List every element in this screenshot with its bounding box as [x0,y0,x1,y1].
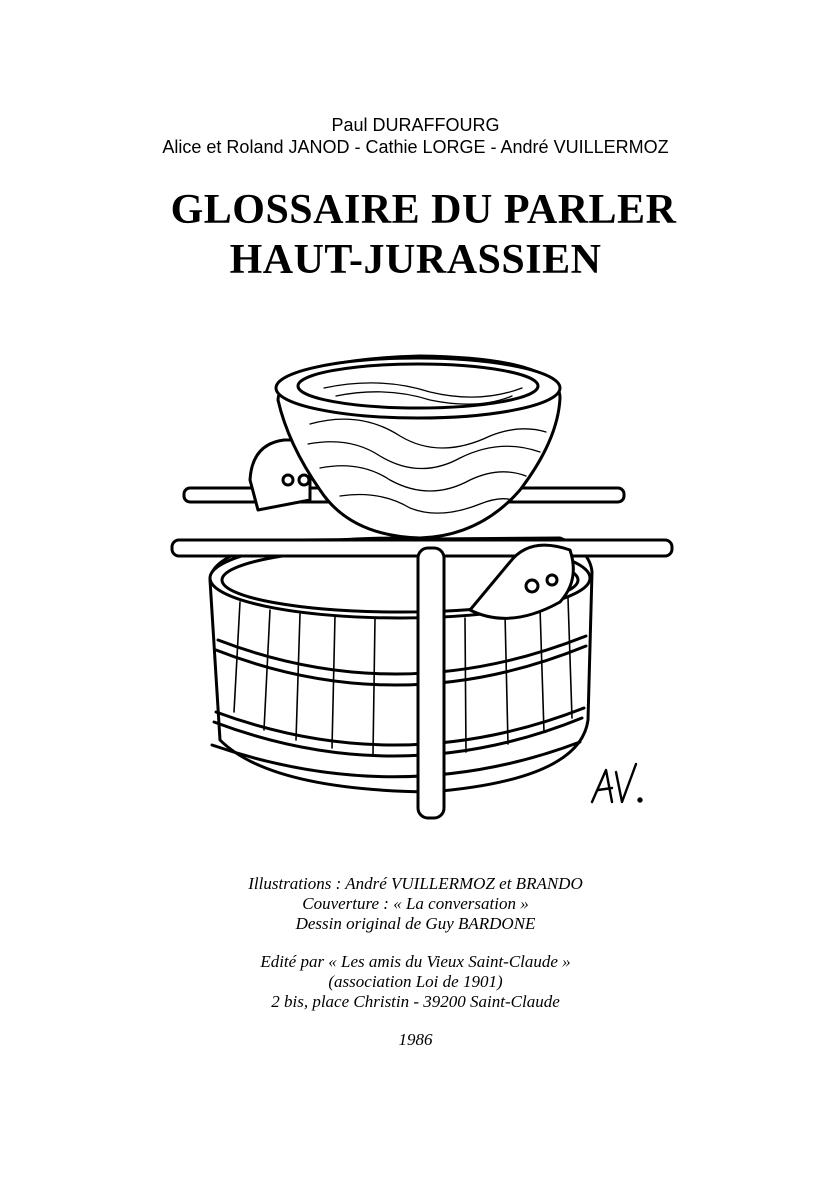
publication-year: 1986 [398,1030,433,1049]
address-line: 2 bis, place Christin - 39200 Saint-Claude [271,992,560,1011]
cover-credit: Couverture : « La conversation » [302,894,529,913]
drawing-credit: Dessin original de Guy BARDONE [295,914,536,933]
illustrations-credit: Illustrations : André VUILLERMOZ et BRANDO [248,874,583,893]
title-line-2: HAUT-JURASSIEN [229,237,602,283]
signature [592,764,642,802]
cheese-vat-illustration [160,340,680,840]
association-line: (association Loi de 1901) [328,972,503,991]
title-line-1: GLOSSAIRE DU PARLER [170,187,677,233]
publisher-line: Edité par « Les amis du Vieux Saint-Claude » [260,952,571,971]
author-line-2: Alice et Roland JANOD - Cathie LORGE - André VUILLERMOZ [162,137,669,157]
author-line-1: Paul DURAFFOURG [331,115,500,135]
